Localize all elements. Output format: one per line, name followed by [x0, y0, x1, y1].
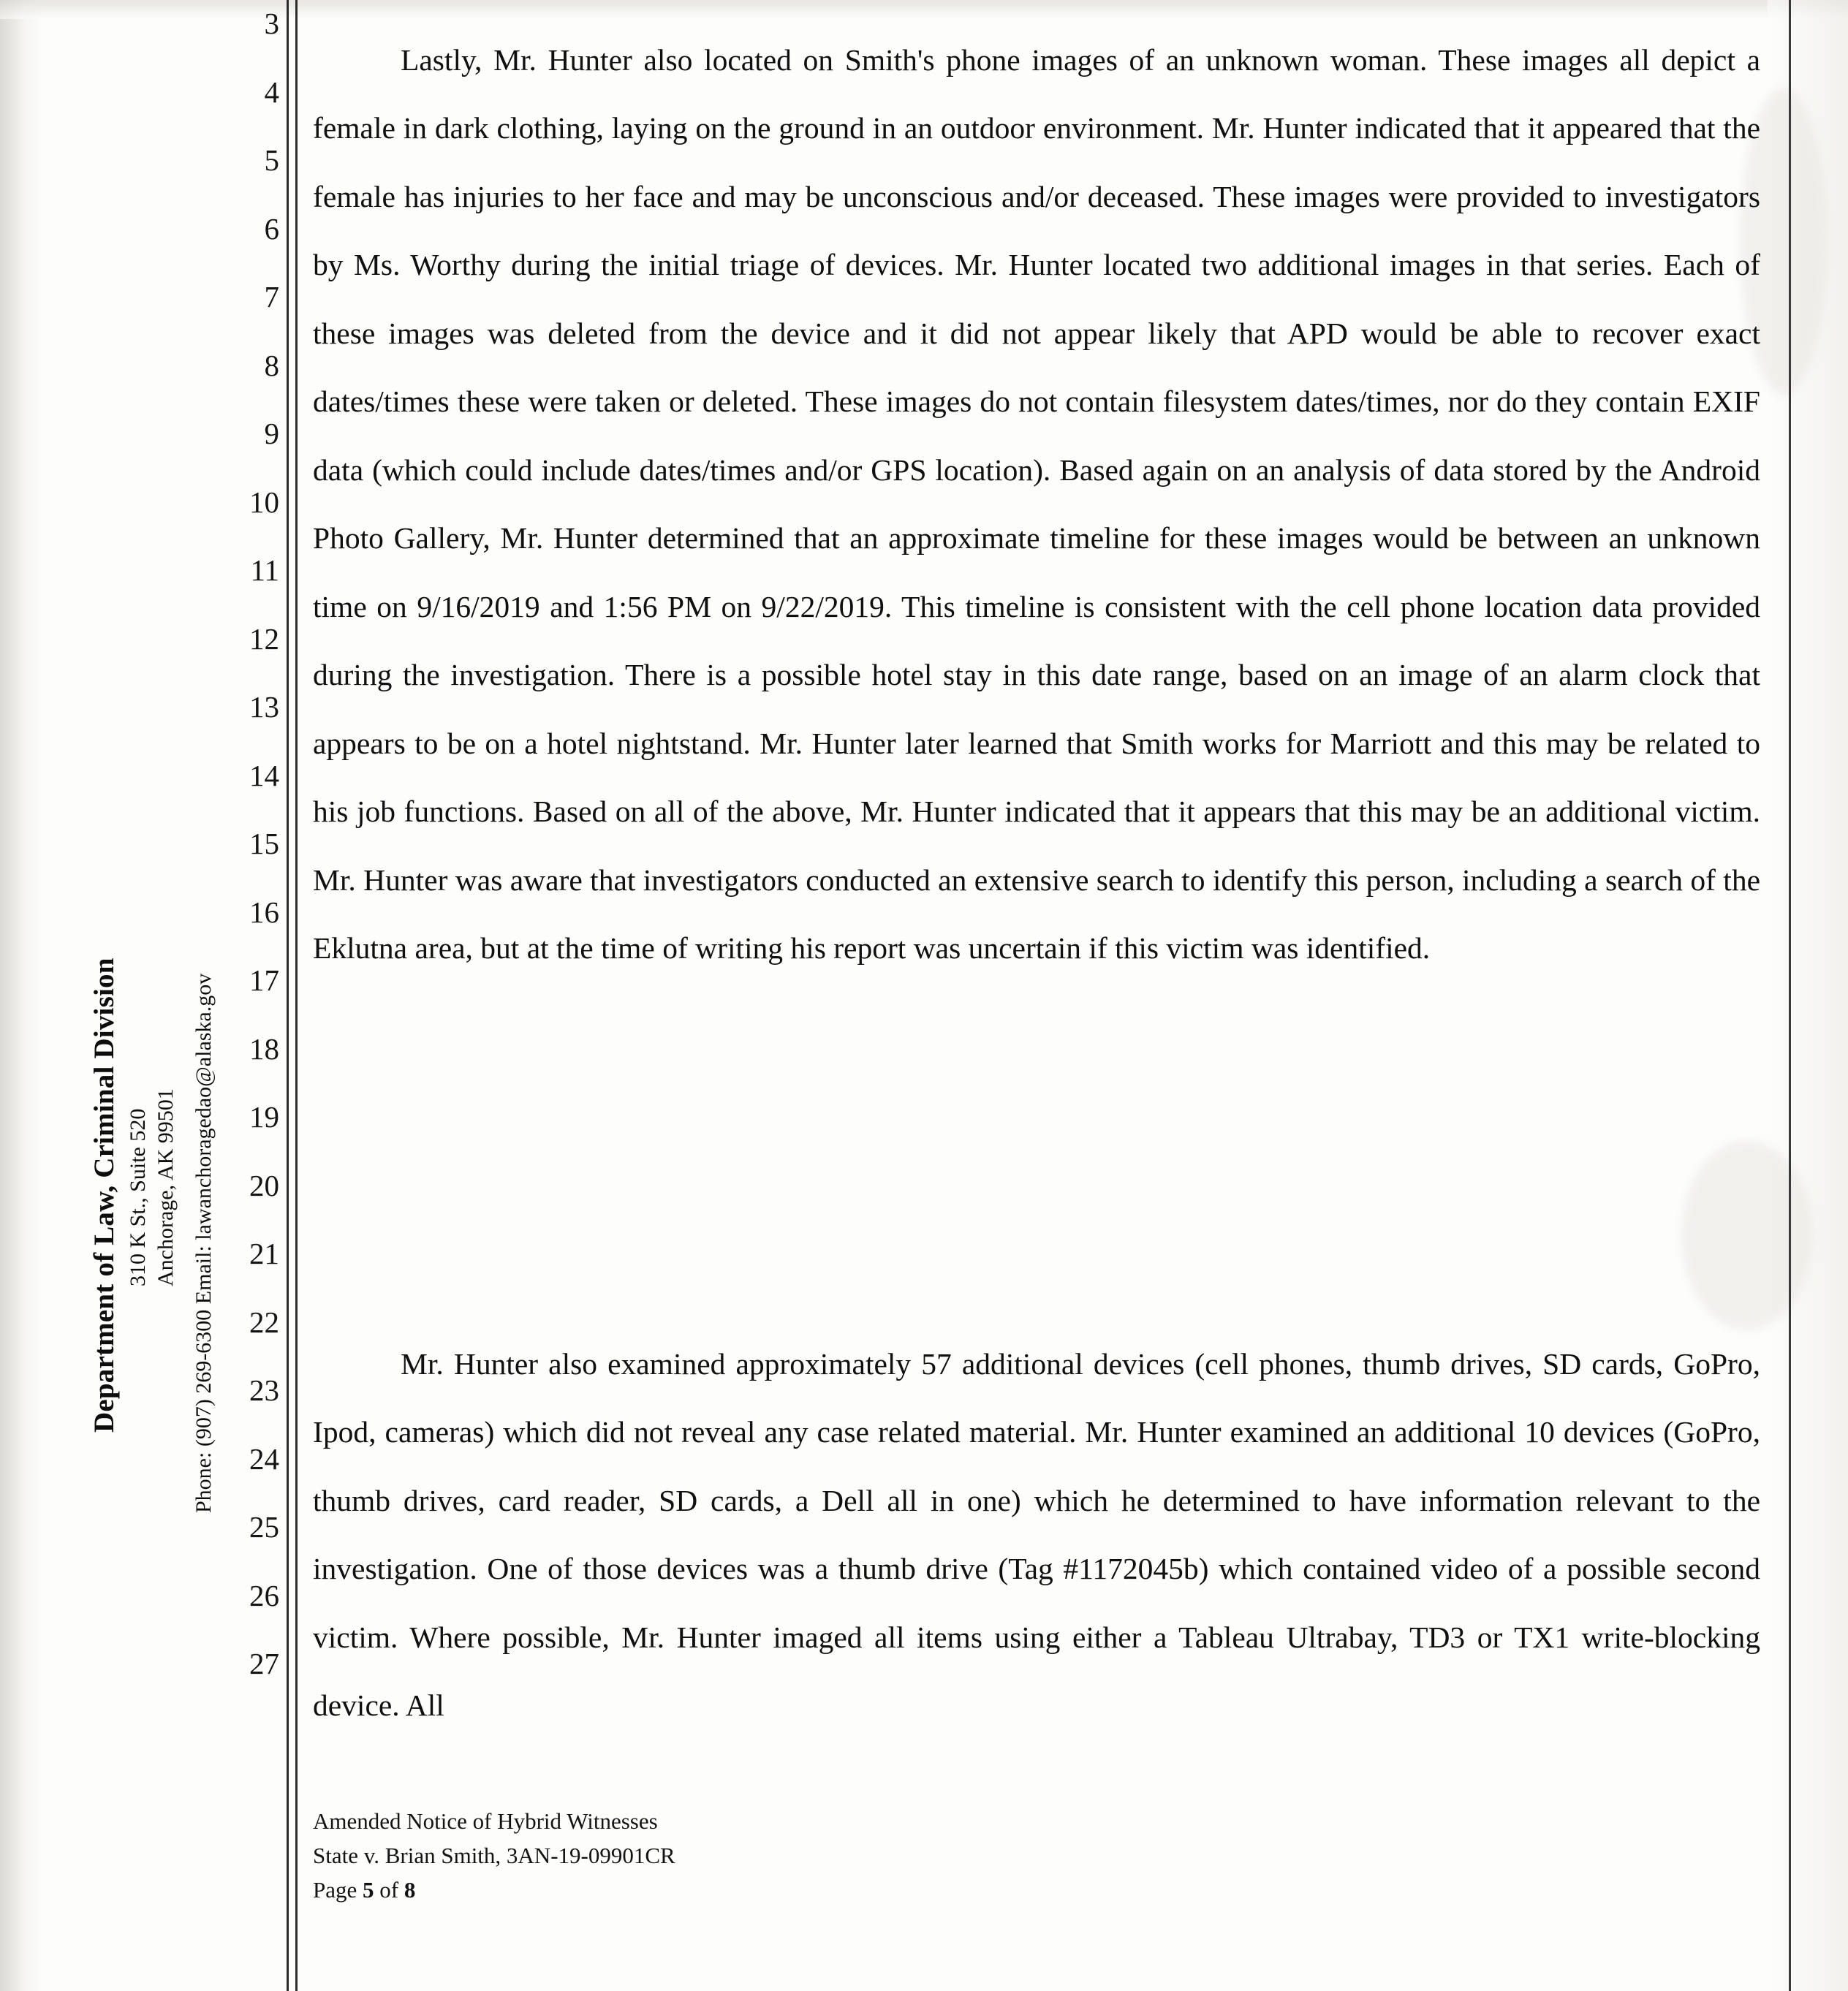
line-number: 25 [249, 1510, 279, 1544]
footer-pagination [313, 1873, 675, 1907]
footer-case: State v. Brian Smith, 3AN-19-09901CR [313, 1843, 675, 1868]
document-body [313, 0, 1768, 1991]
line-number: 9 [264, 417, 279, 450]
line-number: 13 [249, 690, 279, 724]
line-number: 15 [249, 827, 279, 860]
line-number: 8 [264, 348, 279, 382]
footer-page-number: 5 [363, 1877, 374, 1903]
footer-page-prefix: Page [313, 1877, 363, 1903]
line-number: 21 [249, 1237, 279, 1270]
paragraph-1 [313, 26, 1760, 983]
paragraph-2-text: Mr. Hunter also examined approximately 57 additional devices (cell phones, thumb drives, SD cards, GoPro, Ipod, cameras) which did not reveal any case related material. Mr. Hunter examined an additional 10 devices (GoPro, thumb drives, card reader, SD cards, a Dell all in one) which he determined to have information relevant to the investigation. One of those devices was a thumb drive (Tag #1172045b) which contained video of a possible second victim. Where possible, Mr. Hunter imaged all items using either a Tableau Ultrabay, TD3 or TX1 write-blocking device. All [313, 1346, 1760, 1722]
letterhead-address-line1: 310 K St., Suite 520 [126, 1108, 150, 1286]
line-number: 20 [249, 1168, 279, 1202]
line-number: 5 [264, 143, 279, 177]
line-number: 27 [249, 1647, 279, 1680]
pleading-rule-left-inner [295, 0, 298, 1991]
line-number: 3 [264, 7, 279, 40]
line-number: 23 [249, 1373, 279, 1407]
footer-page-middle: of [374, 1877, 404, 1903]
line-number: 16 [249, 895, 279, 929]
line-number-column [212, 0, 279, 1991]
letterhead-office: Department of Law, Criminal Division [88, 957, 120, 1433]
line-number: 14 [249, 758, 279, 792]
line-number: 6 [264, 211, 279, 246]
footer-page-total: 8 [404, 1877, 416, 1903]
letterhead-contact: Phone: (907) 269-6300 Email: lawanchoragedao@alaska.gov [192, 973, 216, 1513]
line-number: 17 [249, 963, 279, 997]
line-number: 18 [249, 1031, 279, 1066]
footer-title: Amended Notice of Hybrid Witnesses [313, 1808, 658, 1834]
line-number: 12 [249, 621, 279, 656]
line-number: 22 [249, 1305, 279, 1339]
letterhead-address-line2: Anchorage, AK 99501 [154, 1088, 178, 1286]
line-number: 24 [249, 1441, 279, 1476]
line-number: 10 [249, 485, 279, 519]
paragraph-2 [313, 1330, 1760, 1740]
pleading-rule-left-outer [287, 0, 289, 1991]
line-number: 11 [250, 553, 279, 587]
page-footer [313, 1804, 675, 1907]
line-number: 19 [249, 1100, 279, 1134]
line-number: 7 [264, 280, 279, 314]
paragraph-1-text: Lastly, Mr. Hunter also located on Smith's phone images of an unknown woman. These images all depict a female in dark clothing, laying on the ground in an outdoor environment. Mr. Hunter indicated that it appeared that the female has injuries to her face and may be unconscious and/or deceased. These images were provided to investigators by Ms. Worthy during the initial triage of devices. Mr. Hunter located two additional images in that series. Each of these images was deleted from the device and it did not appear likely that APD would be able to recover exact dates/times these were taken or deleted. These images do not contain filesystem dates/times, nor do they contain EXIF data (which could include dates/times and/or GPS location). Based again on an analysis of data stored by the Android Photo Gallery, Mr. Hunter determined that an approximate timeline for these images would be between an unknown time on 9/16/2019 and 1:56 PM on 9/22/2019. This timeline is consistent with the cell phone location data provided during the investigation. There is a possible hotel stay in this date range, based on an image of an alarm clock that appears to be on a hotel nightstand. Mr. Hunter later learned that Smith works for Marriott and this may be related to his job functions. Based on all of the above, Mr. Hunter indicated that it appears that this may be an additional victim. Mr. Hunter was aware that investigators conducted an extensive search to identify this person, including a search of the Eklutna area, but at the time of writing his report was uncertain if this victim was identified. [313, 42, 1760, 965]
line-number: 4 [264, 75, 279, 109]
line-number: 26 [249, 1578, 279, 1612]
pleading-rule-right [1789, 0, 1791, 1991]
